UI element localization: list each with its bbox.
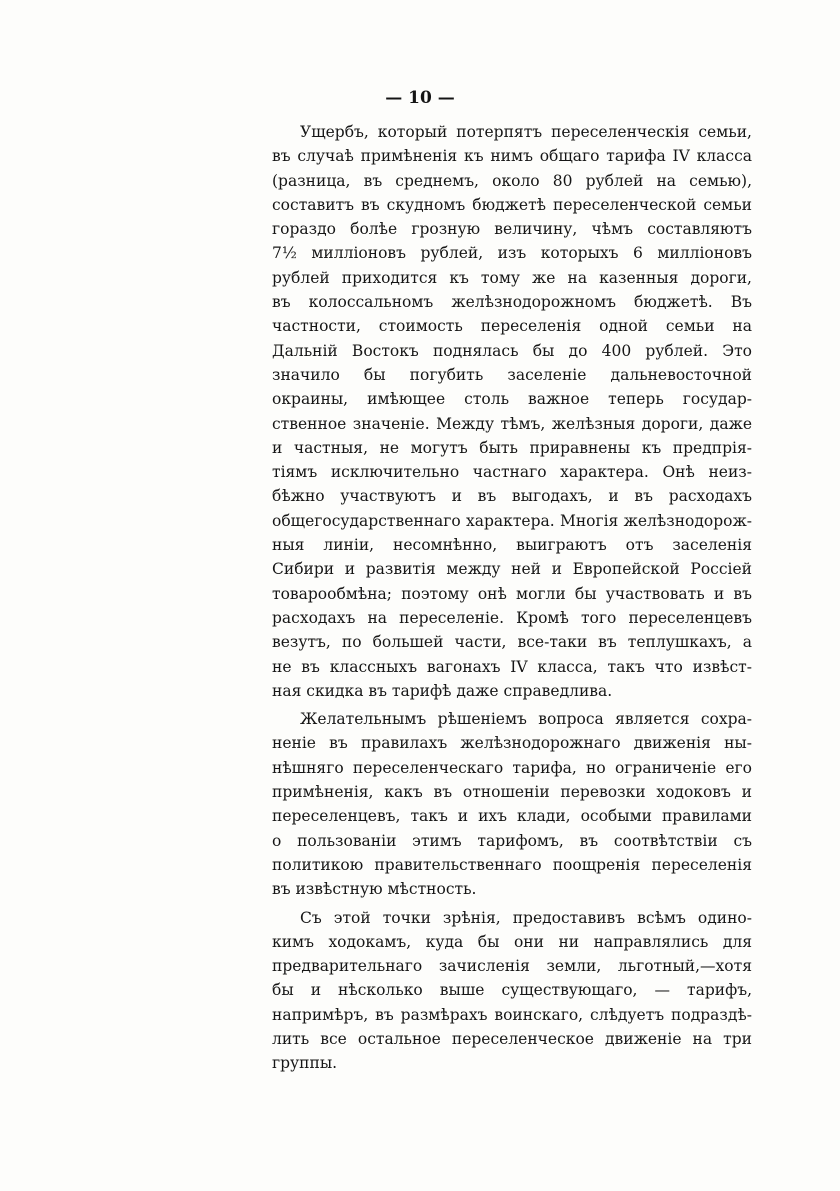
text-line: политикою правительственнаго поощренія переселенія	[272, 855, 752, 874]
text-line: везутъ, по большей части, все-таки въ теплушкахъ, а	[272, 633, 752, 652]
text-line: значило бы погубить заселеніе дальневосточной	[272, 365, 752, 384]
text-line: рублей приходится къ тому же на казенныя дороги,	[272, 268, 752, 287]
text-line: Дальній Востокъ поднялась бы до 400 рублей. Это	[272, 341, 752, 360]
text-line: о пользованіи этимъ тарифомъ, въ соотвѣтствіи съ	[272, 831, 752, 850]
text-line: Сибири и развитія между ней и Европейской Россіей	[272, 560, 752, 579]
text-line: расходахъ на переселеніе. Кромѣ того переселенцевъ	[272, 608, 752, 627]
body-text	[272, 120, 752, 1076]
paragraph-3	[272, 906, 752, 1076]
text-line: ныя линіи, несомнѣнно, выиграютъ отъ заселенія	[272, 536, 752, 555]
text-line: нѣшняго переселенческаго тарифа, но ограниченіе его	[272, 758, 752, 777]
text-line: и частныя, не могутъ быть приравнены къ предпрія-	[272, 438, 752, 457]
text-line: напримѣръ, въ размѣрахъ воинскаго, слѣдуетъ подраздѣ-	[272, 1005, 752, 1024]
paragraph-1	[272, 120, 752, 703]
text-line: товарообмѣна; поэтому онѣ могли бы участвовать и въ	[272, 584, 752, 603]
text-line: гораздо болѣе грозную величину, чѣмъ составляютъ	[272, 220, 752, 239]
text-line: Желательнымъ рѣшеніемъ вопроса является сохра-	[300, 710, 752, 729]
text-line: тіямъ исключительно частнаго характера. Онѣ неиз-	[272, 463, 752, 482]
text-line: въ извѣстную мѣстность.	[272, 880, 477, 899]
text-line: бы и нѣсколько выше существующаго, — тарифъ,	[272, 981, 752, 1000]
text-line: переселенцевъ, такъ и ихъ клади, особыми правилами	[272, 807, 752, 826]
text-line: частности, стоимость переселенія одной семьи на	[272, 317, 752, 336]
text-line: группы.	[272, 1054, 338, 1073]
text-line: кимъ ходокамъ, куда бы они ни направлялись для	[272, 932, 752, 951]
paragraph-2	[272, 707, 752, 901]
page-number: — 10 —	[385, 88, 455, 108]
text-line: примѣненія, какъ въ отношеніи перевозки ходоковъ и	[272, 783, 752, 802]
text-line: Ущербъ, который потерпятъ переселенческія семьи,	[300, 123, 752, 141]
text-line: не въ классныхъ вагонахъ IV класса, такъ что извѣст-	[272, 657, 752, 676]
text-line: Съ этой точки зрѣнія, предоставивъ всѣмъ одино-	[300, 908, 752, 927]
text-line: 7½ милліоновъ рублей, изъ которыхъ 6 милліоновъ	[272, 244, 752, 263]
text-line: неніе въ правилахъ желѣзнодорожнаго движенія ны-	[272, 734, 752, 753]
text-line: ственное значеніе. Между тѣмъ, желѣзныя дороги, даже	[272, 414, 752, 433]
text-line: (разница, въ среднемъ, около 80 рублей на семью),	[272, 171, 752, 190]
text-line: въ случаѣ примѣненія къ нимъ общаго тарифа IV класса	[272, 147, 752, 166]
text-line: составитъ въ скудномъ бюджетѣ переселенческой семьи	[272, 195, 752, 214]
text-line: предварительнаго зачисленія земли, льготный,—хотя	[272, 957, 752, 976]
text-line: лить все остальное переселенческое движеніе на три	[272, 1029, 752, 1048]
text-line: окраины, имѣющее столь важное теперь государ-	[272, 390, 752, 409]
text-line: бѣжно участвуютъ и въ выгодахъ, и въ расходахъ	[272, 487, 752, 506]
text-line: ная скидка въ тарифѣ даже справедлива.	[272, 681, 613, 700]
text-line: общегосударственнаго характера. Многія желѣзнодорож-	[272, 511, 752, 530]
text-line: въ колоссальномъ желѣзнодорожномъ бюджетѣ. Въ	[272, 293, 752, 312]
